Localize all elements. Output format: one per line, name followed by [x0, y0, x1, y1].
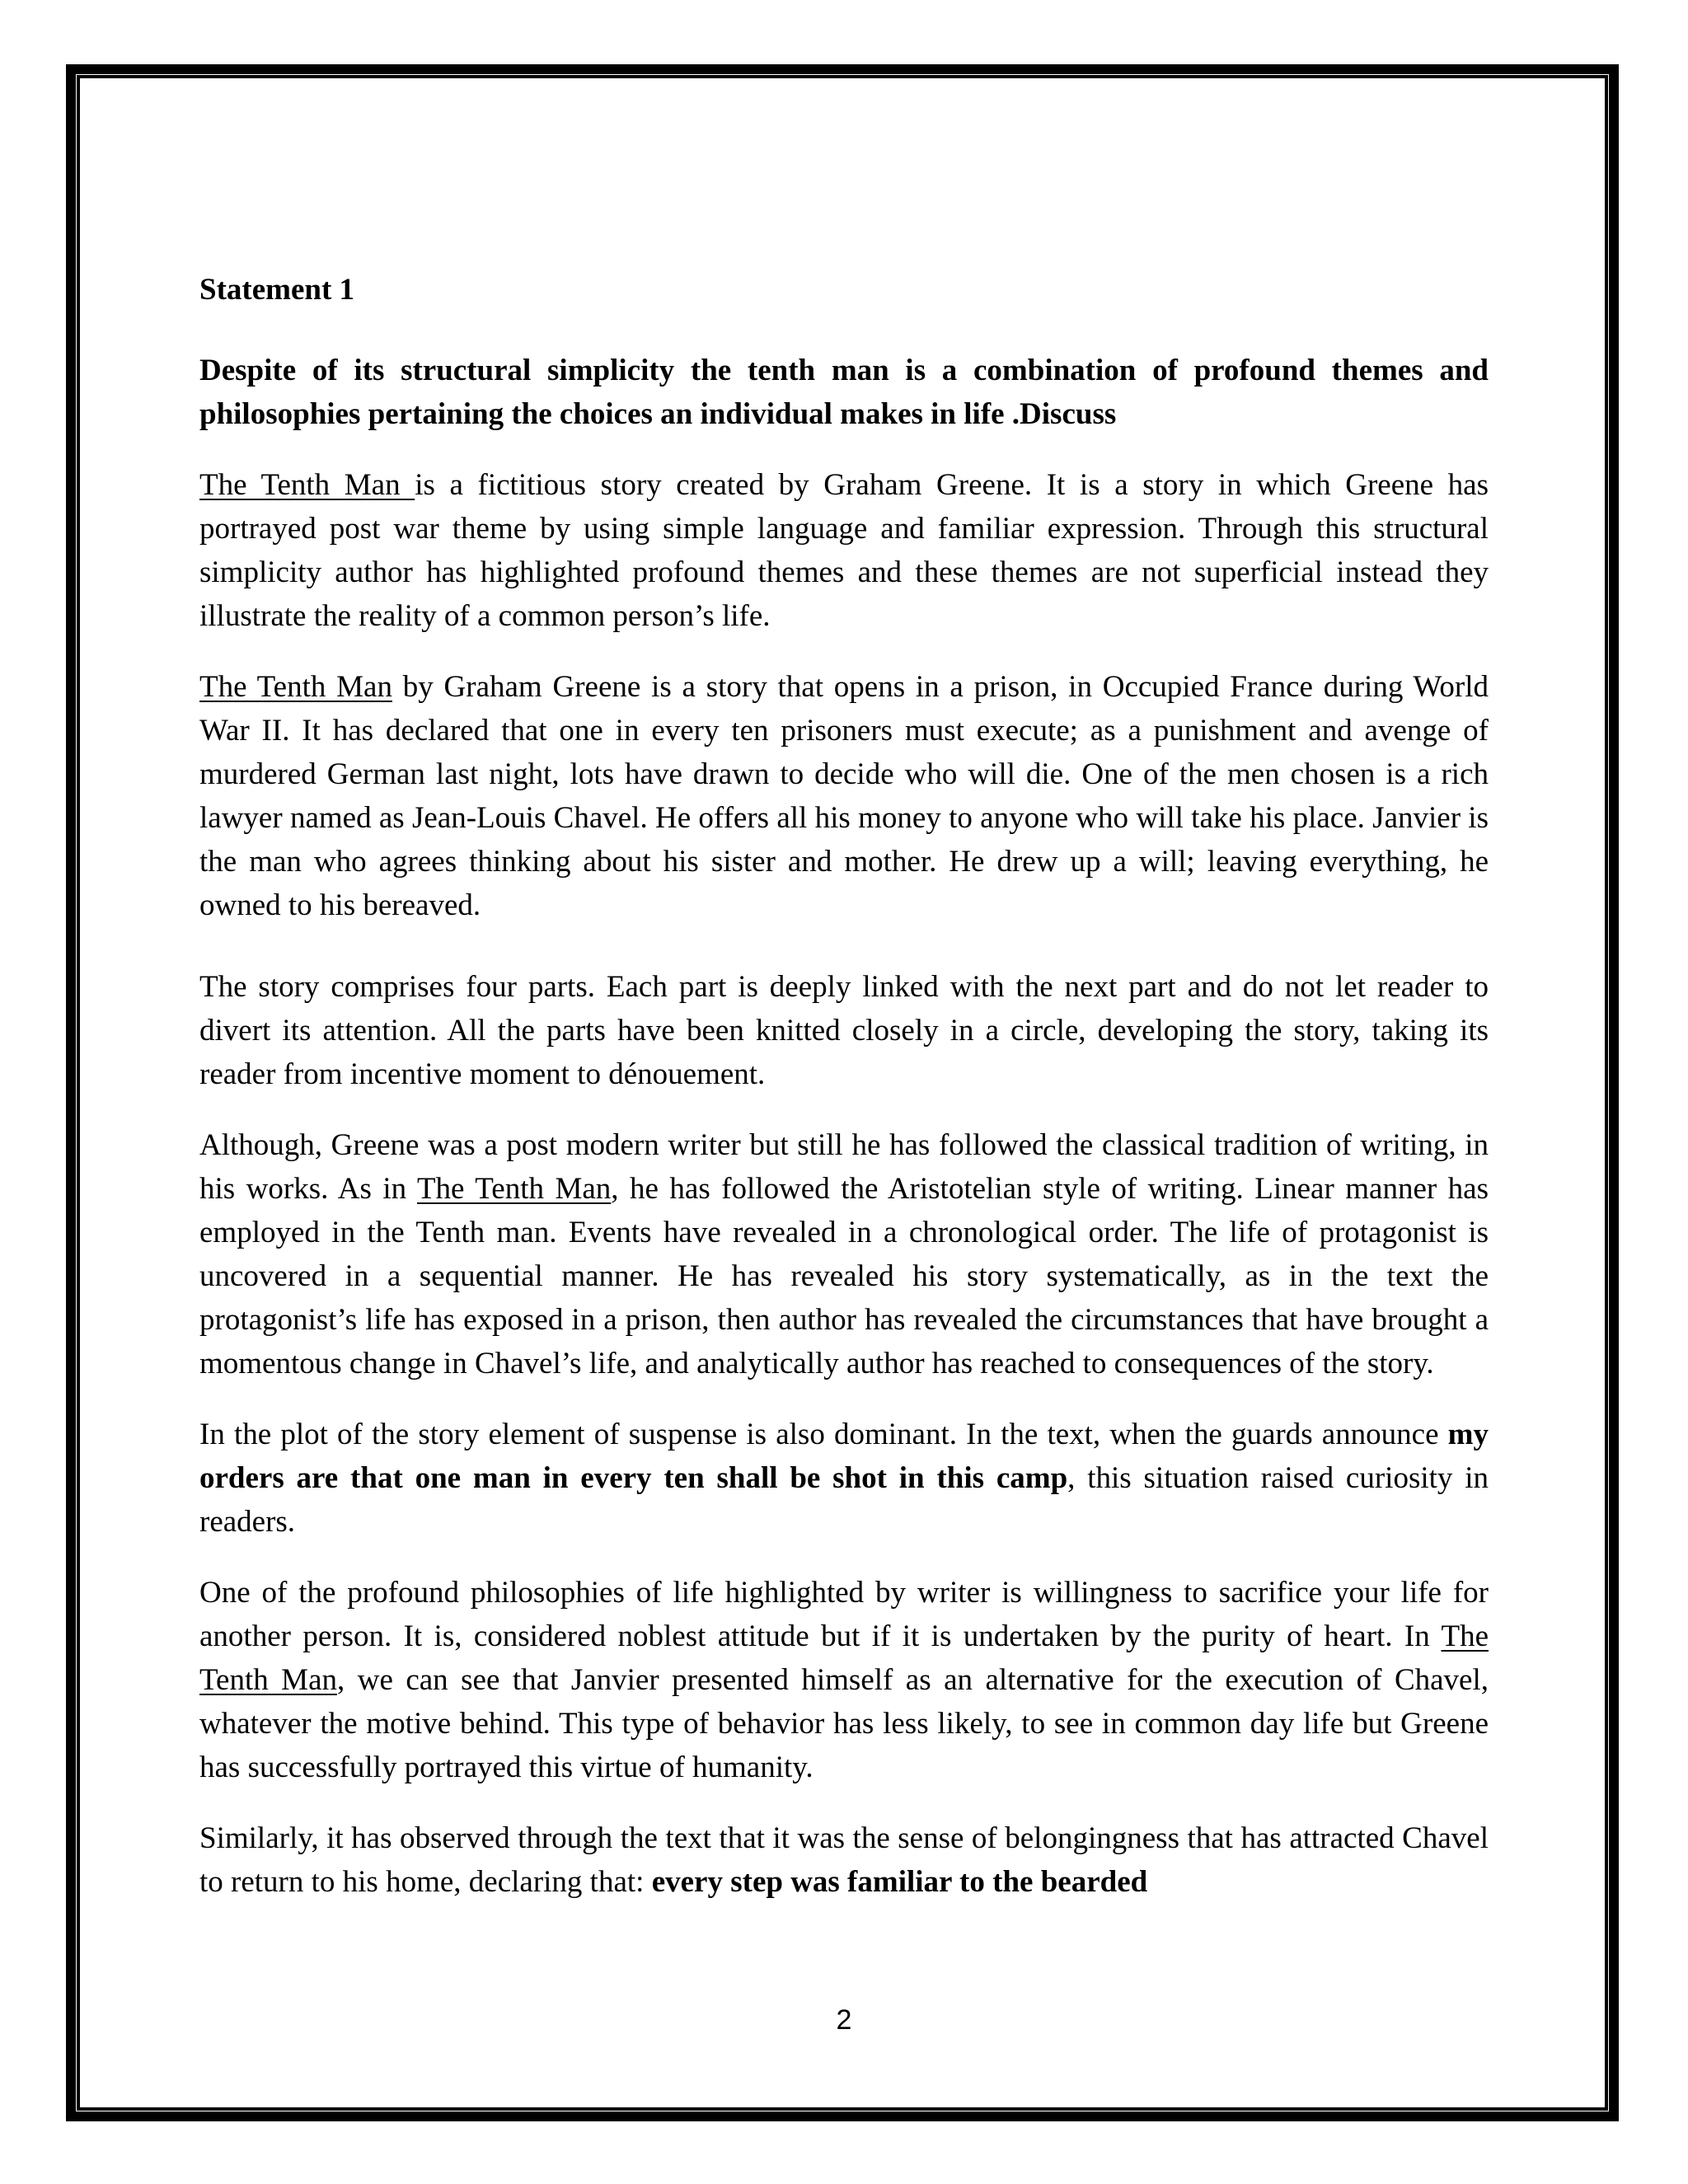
- paragraph-text: In the plot of the story element of suspense is also dominant. In the text, when the guards announce: [199, 1418, 1448, 1451]
- paragraph-5: [199, 1413, 1489, 1544]
- bold-quote: every step was familiar to the bearded: [651, 1865, 1148, 1899]
- paragraph-text: Similarly, it has observed through the text that it was the sense of belongingness that has attracted Chavel to return to his home, declaring that:: [199, 1821, 1489, 1899]
- book-title: The Tenth Man: [416, 1172, 612, 1206]
- paragraph-text: , we can see that Janvier presented himself as an alternative for the execution of Chavel, whatever the motive behind. This type of behavior has less likely, to see in common day life but Greene has successfully portrayed this virtue of humanity.: [199, 1663, 1489, 1784]
- bold-quote: my orders are that one man in every ten shall be shot in this camp: [199, 1418, 1489, 1495]
- book-title: The Tenth Man: [199, 1619, 1489, 1697]
- paragraph-2: [199, 665, 1489, 927]
- paragraph-4: [199, 1123, 1489, 1385]
- paragraph-text: One of the profound philosophies of life highlighted by writer is willingness to sacrifice your life for another person. It is, considered noblest attitude but if it is undertaken by the purity of heart. In: [199, 1576, 1489, 1653]
- paragraph-text: by Graham Greene is a story that opens in a prison, in Occupied France during World War II. It has declared that one in every ten prisoners must execute; as a punishment and avenge of murdered German last night, lots have drawn to decide who will die. One of the men chosen is a rich lawyer named as Jean-Louis Chavel. He offers all his money to anyone who will take his place. Janvier is the man who agrees thinking about his sister and mother. He drew up a will; leaving everything, he owned to his bereaved.: [199, 670, 1489, 922]
- book-title: The Tenth Man: [199, 670, 392, 704]
- paragraph-text: is a fictitious story created by Graham Greene. It is a story in which Greene has portrayed post war theme by using simple language and familiar expression. Through this structural simplicity author has highlighted profound themes and these themes are not superficial instead they illustrate the reality of a common person’s life.: [199, 468, 1489, 633]
- document-body: [199, 268, 1489, 1931]
- paragraph-3: [199, 965, 1489, 1096]
- paragraph-1: [199, 463, 1489, 638]
- paragraph-6: [199, 1571, 1489, 1789]
- statement-heading: Statement 1: [199, 273, 355, 307]
- book-title: The Tenth Man: [199, 468, 415, 502]
- essay-question: Despite of its structural simplicity the tenth man is a combination of profound themes and philosophies pertaining the choices an individual makes in life .Discuss: [199, 354, 1489, 431]
- paragraph-text: The story comprises four parts. Each part is deeply linked with the next part and do not let reader to divert its attention. All the parts have been knitted closely in a circle, developing the story, taking its reader from incentive moment to dénouement.: [199, 970, 1489, 1091]
- paragraph-text: , this situation raised curiosity in readers.: [199, 1461, 1489, 1539]
- page-number: 2: [836, 2004, 852, 2036]
- paragraph-7: [199, 1816, 1489, 1904]
- paragraph-text: Although, Greene was a post modern writer but still he has followed the classical tradition of writing, in his works. As in: [199, 1128, 1489, 1206]
- paragraph-text: , he has followed the Aristotelian style of writing. Linear manner has employed in the Tenth man. Events have revealed in a chronological order. The life of protagonist is uncovered in a sequential manner. He has revealed his story systematically, as in the text the protagonist’s life has exposed in a prison, then author has revealed the circumstances that have brought a momentous change in Chavel’s life, and analytically author has reached to consequences of the story.: [199, 1172, 1489, 1380]
